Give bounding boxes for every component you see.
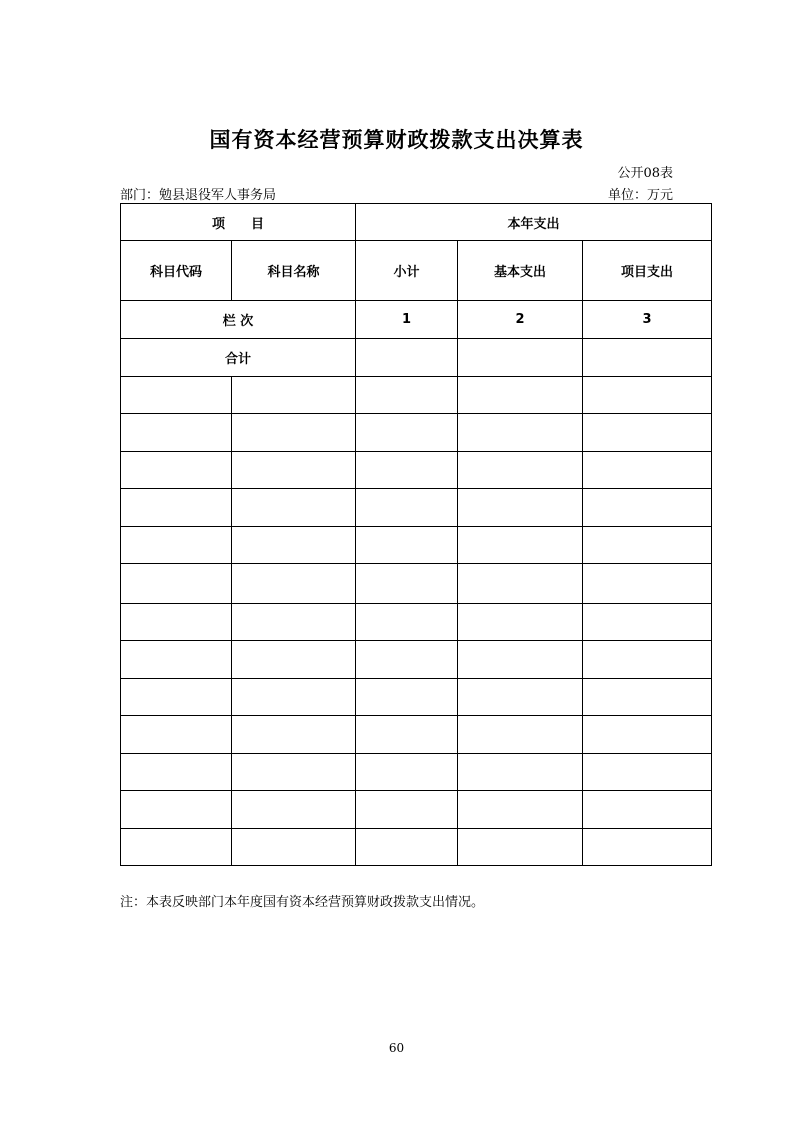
table-cell <box>458 679 583 716</box>
table-cell <box>583 716 712 754</box>
table-cell <box>356 452 458 489</box>
table-row <box>121 414 712 452</box>
page-number: 60 <box>388 1041 405 1055</box>
table-note: 注：本表反映部门本年度国有资本经营预算财政拨款支出情况。 <box>120 895 485 910</box>
department-label: 部门：勉县退役军人事务局 <box>120 188 277 203</box>
table-cell <box>583 377 712 414</box>
table-cell <box>121 452 232 489</box>
table-row <box>121 791 712 829</box>
table-cell <box>356 527 458 564</box>
column-index-2: 2 <box>458 301 583 339</box>
total-row <box>121 339 712 377</box>
header-item: 项 目 <box>121 204 356 241</box>
table-row <box>121 641 712 679</box>
table-cell <box>232 377 356 414</box>
table-cell <box>583 754 712 791</box>
table-cell <box>232 414 356 452</box>
unit-label: 单位：万元 <box>607 188 673 203</box>
table-cell <box>356 377 458 414</box>
table-cell <box>121 489 232 527</box>
table-cell <box>583 414 712 452</box>
table-cell <box>121 716 232 754</box>
table-cell <box>232 679 356 716</box>
table-cell <box>356 604 458 641</box>
table-cell <box>121 829 232 866</box>
header-subject-code: 科目代码 <box>121 241 232 301</box>
table-cell <box>121 791 232 829</box>
table-cell <box>458 641 583 679</box>
table-cell <box>583 564 712 604</box>
table-row <box>121 564 712 604</box>
table-row <box>121 452 712 489</box>
total-project-cell <box>583 339 712 377</box>
column-index-row <box>121 301 712 339</box>
header-current-year: 本年支出 <box>356 204 712 241</box>
table-cell <box>583 527 712 564</box>
table-cell <box>356 716 458 754</box>
table-cell <box>356 414 458 452</box>
table-cell <box>232 754 356 791</box>
table-cell <box>356 829 458 866</box>
table-cell <box>458 564 583 604</box>
form-number: 公开08表 <box>617 166 673 181</box>
table-row <box>121 527 712 564</box>
table-cell <box>583 791 712 829</box>
table-cell <box>232 641 356 679</box>
table-cell <box>121 641 232 679</box>
page-title: 国有资本经营预算财政拨款支出决算表 <box>209 128 584 152</box>
total-label: 合计 <box>121 339 356 377</box>
table-cell <box>583 452 712 489</box>
empty-rows <box>121 377 712 866</box>
table-cell <box>232 489 356 527</box>
table-cell <box>583 489 712 527</box>
header-project-expenditure: 项目支出 <box>583 241 712 301</box>
table-cell <box>356 679 458 716</box>
column-index-label: 栏 次 <box>121 301 356 339</box>
table-cell <box>356 564 458 604</box>
table-cell <box>356 791 458 829</box>
table-cell <box>356 489 458 527</box>
table-cell <box>458 754 583 791</box>
table-row <box>121 489 712 527</box>
table-row <box>121 716 712 754</box>
table-cell <box>232 564 356 604</box>
table-cell <box>232 452 356 489</box>
table-cell <box>458 452 583 489</box>
total-subtotal-cell <box>356 339 458 377</box>
table-cell <box>232 791 356 829</box>
total-basic-cell <box>458 339 583 377</box>
table-cell <box>121 414 232 452</box>
table-cell <box>121 679 232 716</box>
table-header-row-1 <box>121 204 712 241</box>
table-cell <box>232 716 356 754</box>
table-cell <box>356 641 458 679</box>
table-cell <box>458 829 583 866</box>
table-header-row-2 <box>121 241 712 301</box>
table-cell <box>121 564 232 604</box>
header-basic-expenditure: 基本支出 <box>458 241 583 301</box>
table-cell <box>121 377 232 414</box>
table-cell <box>583 604 712 641</box>
table-cell <box>356 754 458 791</box>
column-index-1: 1 <box>356 301 458 339</box>
expenditure-table <box>120 203 712 866</box>
table-cell <box>232 829 356 866</box>
table-cell <box>121 604 232 641</box>
table-row <box>121 377 712 414</box>
table-cell <box>458 414 583 452</box>
table-cell <box>458 377 583 414</box>
column-index-3: 3 <box>583 301 712 339</box>
header-subtotal: 小计 <box>356 241 458 301</box>
table-cell <box>583 641 712 679</box>
table-cell <box>121 527 232 564</box>
table-row <box>121 604 712 641</box>
table-cell <box>121 754 232 791</box>
table-cell <box>458 489 583 527</box>
table-row <box>121 829 712 866</box>
table-cell <box>458 527 583 564</box>
table-cell <box>458 791 583 829</box>
table-cell <box>458 716 583 754</box>
header-subject-name: 科目名称 <box>232 241 356 301</box>
table-row <box>121 679 712 716</box>
table-cell <box>232 527 356 564</box>
table-cell <box>458 604 583 641</box>
table-cell <box>583 829 712 866</box>
table-cell <box>583 679 712 716</box>
table-cell <box>232 604 356 641</box>
table-row <box>121 754 712 791</box>
